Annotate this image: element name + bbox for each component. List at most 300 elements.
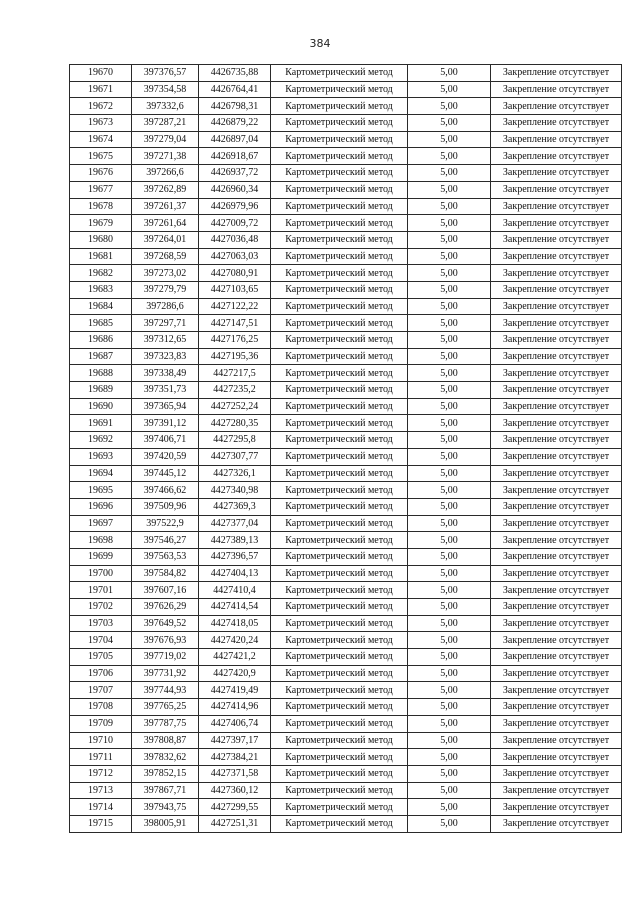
y-coordinate-cell: 4427420,9	[199, 665, 271, 682]
accuracy-cell: 5,00	[408, 198, 491, 215]
y-coordinate-cell: 4427420,24	[199, 632, 271, 649]
accuracy-cell: 5,00	[408, 815, 491, 832]
y-coordinate-cell: 4427377,04	[199, 515, 271, 532]
x-coordinate-cell: 397445,12	[132, 465, 199, 482]
x-coordinate-cell: 397297,71	[132, 315, 199, 332]
table-row	[70, 749, 622, 766]
table-row	[70, 198, 622, 215]
method-cell: Картометрический метод	[271, 498, 408, 515]
coordinates-table-body	[70, 65, 622, 833]
table-row	[70, 465, 622, 482]
x-coordinate-cell: 397832,62	[132, 749, 199, 766]
table-row	[70, 382, 622, 399]
fixing-description-cell: Закрепление отсутствует	[491, 131, 622, 148]
table-row	[70, 265, 622, 282]
point-number-cell: 19673	[70, 115, 132, 132]
accuracy-cell: 5,00	[408, 448, 491, 465]
point-number-cell: 19715	[70, 815, 132, 832]
accuracy-cell: 5,00	[408, 81, 491, 98]
fixing-description-cell: Закрепление отсутствует	[491, 699, 622, 716]
y-coordinate-cell: 4427235,2	[199, 382, 271, 399]
x-coordinate-cell: 397787,75	[132, 715, 199, 732]
point-number-cell: 19686	[70, 332, 132, 349]
accuracy-cell: 5,00	[408, 432, 491, 449]
method-cell: Картометрический метод	[271, 799, 408, 816]
x-coordinate-cell: 397268,59	[132, 248, 199, 265]
x-coordinate-cell: 397264,01	[132, 231, 199, 248]
fixing-description-cell: Закрепление отсутствует	[491, 715, 622, 732]
x-coordinate-cell: 397286,6	[132, 298, 199, 315]
table-row	[70, 732, 622, 749]
method-cell: Картометрический метод	[271, 265, 408, 282]
y-coordinate-cell: 4426897,04	[199, 131, 271, 148]
method-cell: Картометрический метод	[271, 699, 408, 716]
point-number-cell: 19707	[70, 682, 132, 699]
fixing-description-cell: Закрепление отсутствует	[491, 398, 622, 415]
fixing-description-cell: Закрепление отсутствует	[491, 315, 622, 332]
fixing-description-cell: Закрепление отсутствует	[491, 81, 622, 98]
method-cell: Картометрический метод	[271, 765, 408, 782]
accuracy-cell: 5,00	[408, 615, 491, 632]
fixing-description-cell: Закрепление отсутствует	[491, 148, 622, 165]
fixing-description-cell: Закрепление отсутствует	[491, 599, 622, 616]
x-coordinate-cell: 397376,57	[132, 65, 199, 82]
point-number-cell: 19689	[70, 382, 132, 399]
x-coordinate-cell: 397279,04	[132, 131, 199, 148]
point-number-cell: 19680	[70, 231, 132, 248]
accuracy-cell: 5,00	[408, 765, 491, 782]
fixing-description-cell: Закрепление отсутствует	[491, 332, 622, 349]
accuracy-cell: 5,00	[408, 699, 491, 716]
table-row	[70, 131, 622, 148]
x-coordinate-cell: 397266,6	[132, 165, 199, 182]
y-coordinate-cell: 4427103,65	[199, 281, 271, 298]
method-cell: Картометрический метод	[271, 281, 408, 298]
point-number-cell: 19678	[70, 198, 132, 215]
point-number-cell: 19702	[70, 599, 132, 616]
y-coordinate-cell: 4426879,22	[199, 115, 271, 132]
y-coordinate-cell: 4427217,5	[199, 365, 271, 382]
y-coordinate-cell: 4427295,8	[199, 432, 271, 449]
point-number-cell: 19701	[70, 582, 132, 599]
table-row	[70, 448, 622, 465]
x-coordinate-cell: 397261,64	[132, 215, 199, 232]
point-number-cell: 19714	[70, 799, 132, 816]
y-coordinate-cell: 4427384,21	[199, 749, 271, 766]
x-coordinate-cell: 397563,53	[132, 548, 199, 565]
point-number-cell: 19699	[70, 548, 132, 565]
method-cell: Картометрический метод	[271, 131, 408, 148]
method-cell: Картометрический метод	[271, 148, 408, 165]
accuracy-cell: 5,00	[408, 749, 491, 766]
table-row	[70, 148, 622, 165]
accuracy-cell: 5,00	[408, 181, 491, 198]
y-coordinate-cell: 4427414,54	[199, 599, 271, 616]
x-coordinate-cell: 397719,02	[132, 649, 199, 666]
accuracy-cell: 5,00	[408, 515, 491, 532]
accuracy-cell: 5,00	[408, 732, 491, 749]
y-coordinate-cell: 4427252,24	[199, 398, 271, 415]
point-number-cell: 19695	[70, 482, 132, 499]
method-cell: Картометрический метод	[271, 165, 408, 182]
point-number-cell: 19698	[70, 532, 132, 549]
y-coordinate-cell: 4427404,13	[199, 565, 271, 582]
fixing-description-cell: Закрепление отсутствует	[491, 582, 622, 599]
method-cell: Картометрический метод	[271, 181, 408, 198]
table-row	[70, 165, 622, 182]
y-coordinate-cell: 4427414,96	[199, 699, 271, 716]
fixing-description-cell: Закрепление отсутствует	[491, 165, 622, 182]
table-row	[70, 315, 622, 332]
table-row	[70, 649, 622, 666]
table-row	[70, 665, 622, 682]
method-cell: Картометрический метод	[271, 482, 408, 499]
x-coordinate-cell: 397867,71	[132, 782, 199, 799]
y-coordinate-cell: 4427063,03	[199, 248, 271, 265]
fixing-description-cell: Закрепление отсутствует	[491, 415, 622, 432]
method-cell: Картометрический метод	[271, 532, 408, 549]
table-row	[70, 582, 622, 599]
fixing-description-cell: Закрепление отсутствует	[491, 198, 622, 215]
x-coordinate-cell: 397391,12	[132, 415, 199, 432]
y-coordinate-cell: 4426735,88	[199, 65, 271, 82]
point-number-cell: 19684	[70, 298, 132, 315]
y-coordinate-cell: 4427421,2	[199, 649, 271, 666]
method-cell: Картометрический метод	[271, 81, 408, 98]
fixing-description-cell: Закрепление отсутствует	[491, 515, 622, 532]
x-coordinate-cell: 397406,71	[132, 432, 199, 449]
point-number-cell: 19705	[70, 649, 132, 666]
fixing-description-cell: Закрепление отсутствует	[491, 281, 622, 298]
table-row	[70, 398, 622, 415]
x-coordinate-cell: 397262,89	[132, 181, 199, 198]
table-row	[70, 332, 622, 349]
point-number-cell: 19674	[70, 131, 132, 148]
y-coordinate-cell: 4427195,36	[199, 348, 271, 365]
fixing-description-cell: Закрепление отсутствует	[491, 298, 622, 315]
accuracy-cell: 5,00	[408, 565, 491, 582]
accuracy-cell: 5,00	[408, 532, 491, 549]
accuracy-cell: 5,00	[408, 665, 491, 682]
x-coordinate-cell: 397312,65	[132, 332, 199, 349]
accuracy-cell: 5,00	[408, 65, 491, 82]
table-row	[70, 181, 622, 198]
method-cell: Картометрический метод	[271, 332, 408, 349]
x-coordinate-cell: 397338,49	[132, 365, 199, 382]
point-number-cell: 19713	[70, 782, 132, 799]
method-cell: Картометрический метод	[271, 715, 408, 732]
method-cell: Картометрический метод	[271, 65, 408, 82]
point-number-cell: 19704	[70, 632, 132, 649]
table-row	[70, 699, 622, 716]
x-coordinate-cell: 397943,75	[132, 799, 199, 816]
method-cell: Картометрический метод	[271, 365, 408, 382]
table-row	[70, 815, 622, 832]
table-row	[70, 498, 622, 515]
table-row	[70, 215, 622, 232]
method-cell: Картометрический метод	[271, 115, 408, 132]
table-row	[70, 65, 622, 82]
table-row	[70, 682, 622, 699]
x-coordinate-cell: 398005,91	[132, 815, 199, 832]
accuracy-cell: 5,00	[408, 715, 491, 732]
accuracy-cell: 5,00	[408, 281, 491, 298]
x-coordinate-cell: 397852,15	[132, 765, 199, 782]
point-number-cell: 19688	[70, 365, 132, 382]
fixing-description-cell: Закрепление отсутствует	[491, 532, 622, 549]
point-number-cell: 19676	[70, 165, 132, 182]
x-coordinate-cell: 397354,58	[132, 81, 199, 98]
fixing-description-cell: Закрепление отсутствует	[491, 115, 622, 132]
method-cell: Картометрический метод	[271, 782, 408, 799]
x-coordinate-cell: 397765,25	[132, 699, 199, 716]
fixing-description-cell: Закрепление отсутствует	[491, 448, 622, 465]
y-coordinate-cell: 4427326,1	[199, 465, 271, 482]
point-number-cell: 19685	[70, 315, 132, 332]
accuracy-cell: 5,00	[408, 632, 491, 649]
table-row	[70, 782, 622, 799]
table-row	[70, 281, 622, 298]
y-coordinate-cell: 4427280,35	[199, 415, 271, 432]
table-row	[70, 548, 622, 565]
table-row	[70, 231, 622, 248]
fixing-description-cell: Закрепление отсутствует	[491, 248, 622, 265]
x-coordinate-cell: 397323,83	[132, 348, 199, 365]
x-coordinate-cell: 397731,92	[132, 665, 199, 682]
point-number-cell: 19712	[70, 765, 132, 782]
y-coordinate-cell: 4427396,57	[199, 548, 271, 565]
y-coordinate-cell: 4426979,96	[199, 198, 271, 215]
table-row	[70, 115, 622, 132]
y-coordinate-cell: 4427299,55	[199, 799, 271, 816]
table-row	[70, 515, 622, 532]
accuracy-cell: 5,00	[408, 231, 491, 248]
accuracy-cell: 5,00	[408, 482, 491, 499]
accuracy-cell: 5,00	[408, 332, 491, 349]
point-number-cell: 19670	[70, 65, 132, 82]
method-cell: Картометрический метод	[271, 465, 408, 482]
accuracy-cell: 5,00	[408, 265, 491, 282]
method-cell: Картометрический метод	[271, 615, 408, 632]
accuracy-cell: 5,00	[408, 148, 491, 165]
fixing-description-cell: Закрепление отсутствует	[491, 799, 622, 816]
method-cell: Картометрический метод	[271, 515, 408, 532]
fixing-description-cell: Закрепление отсутствует	[491, 65, 622, 82]
method-cell: Картометрический метод	[271, 448, 408, 465]
y-coordinate-cell: 4427389,13	[199, 532, 271, 549]
x-coordinate-cell: 397261,37	[132, 198, 199, 215]
accuracy-cell: 5,00	[408, 548, 491, 565]
y-coordinate-cell: 4427307,77	[199, 448, 271, 465]
point-number-cell: 19708	[70, 699, 132, 716]
point-number-cell: 19691	[70, 415, 132, 432]
fixing-description-cell: Закрепление отсутствует	[491, 649, 622, 666]
table-row	[70, 248, 622, 265]
fixing-description-cell: Закрепление отсутствует	[491, 498, 622, 515]
x-coordinate-cell: 397365,94	[132, 398, 199, 415]
x-coordinate-cell: 397287,21	[132, 115, 199, 132]
method-cell: Картометрический метод	[271, 315, 408, 332]
x-coordinate-cell: 397351,73	[132, 382, 199, 399]
table-row	[70, 799, 622, 816]
method-cell: Картометрический метод	[271, 415, 408, 432]
point-number-cell: 19683	[70, 281, 132, 298]
y-coordinate-cell: 4426764,41	[199, 81, 271, 98]
x-coordinate-cell: 397273,02	[132, 265, 199, 282]
point-number-cell: 19682	[70, 265, 132, 282]
point-number-cell: 19677	[70, 181, 132, 198]
x-coordinate-cell: 397626,29	[132, 599, 199, 616]
y-coordinate-cell: 4427397,17	[199, 732, 271, 749]
point-number-cell: 19687	[70, 348, 132, 365]
x-coordinate-cell: 397466,62	[132, 482, 199, 499]
point-number-cell: 19703	[70, 615, 132, 632]
point-number-cell: 19693	[70, 448, 132, 465]
method-cell: Картометрический метод	[271, 231, 408, 248]
point-number-cell: 19694	[70, 465, 132, 482]
fixing-description-cell: Закрепление отсутствует	[491, 432, 622, 449]
x-coordinate-cell: 397279,79	[132, 281, 199, 298]
x-coordinate-cell: 397420,59	[132, 448, 199, 465]
accuracy-cell: 5,00	[408, 649, 491, 666]
fixing-description-cell: Закрепление отсутствует	[491, 548, 622, 565]
y-coordinate-cell: 4427419,49	[199, 682, 271, 699]
y-coordinate-cell: 4427147,51	[199, 315, 271, 332]
table-row	[70, 715, 622, 732]
y-coordinate-cell: 4427418,05	[199, 615, 271, 632]
fixing-description-cell: Закрепление отсутствует	[491, 665, 622, 682]
point-number-cell: 19690	[70, 398, 132, 415]
y-coordinate-cell: 4427122,22	[199, 298, 271, 315]
method-cell: Картометрический метод	[271, 815, 408, 832]
accuracy-cell: 5,00	[408, 365, 491, 382]
table-row	[70, 632, 622, 649]
accuracy-cell: 5,00	[408, 348, 491, 365]
table-row	[70, 615, 622, 632]
method-cell: Картометрический метод	[271, 749, 408, 766]
table-row	[70, 565, 622, 582]
method-cell: Картометрический метод	[271, 298, 408, 315]
y-coordinate-cell: 4426937,72	[199, 165, 271, 182]
fixing-description-cell: Закрепление отсутствует	[491, 365, 622, 382]
y-coordinate-cell: 4426798,31	[199, 98, 271, 115]
x-coordinate-cell: 397744,93	[132, 682, 199, 699]
table-row	[70, 432, 622, 449]
table-row	[70, 298, 622, 315]
fixing-description-cell: Закрепление отсутствует	[491, 382, 622, 399]
fixing-description-cell: Закрепление отсутствует	[491, 565, 622, 582]
y-coordinate-cell: 4427009,72	[199, 215, 271, 232]
table-row	[70, 98, 622, 115]
table-row	[70, 482, 622, 499]
method-cell: Картометрический метод	[271, 682, 408, 699]
y-coordinate-cell: 4427410,4	[199, 582, 271, 599]
accuracy-cell: 5,00	[408, 215, 491, 232]
point-number-cell: 19706	[70, 665, 132, 682]
point-number-cell: 19671	[70, 81, 132, 98]
fixing-description-cell: Закрепление отсутствует	[491, 815, 622, 832]
accuracy-cell: 5,00	[408, 465, 491, 482]
accuracy-cell: 5,00	[408, 248, 491, 265]
y-coordinate-cell: 4427251,31	[199, 815, 271, 832]
point-number-cell: 19696	[70, 498, 132, 515]
accuracy-cell: 5,00	[408, 382, 491, 399]
fixing-description-cell: Закрепление отсутствует	[491, 765, 622, 782]
accuracy-cell: 5,00	[408, 165, 491, 182]
y-coordinate-cell: 4427036,48	[199, 231, 271, 248]
x-coordinate-cell: 397271,38	[132, 148, 199, 165]
point-number-cell: 19672	[70, 98, 132, 115]
x-coordinate-cell: 397332,6	[132, 98, 199, 115]
method-cell: Картометрический метод	[271, 565, 408, 582]
table-row	[70, 415, 622, 432]
fixing-description-cell: Закрепление отсутствует	[491, 231, 622, 248]
x-coordinate-cell: 397607,16	[132, 582, 199, 599]
point-number-cell: 19681	[70, 248, 132, 265]
fixing-description-cell: Закрепление отсутствует	[491, 782, 622, 799]
method-cell: Картометрический метод	[271, 398, 408, 415]
point-number-cell: 19711	[70, 749, 132, 766]
x-coordinate-cell: 397584,82	[132, 565, 199, 582]
fixing-description-cell: Закрепление отсутствует	[491, 265, 622, 282]
accuracy-cell: 5,00	[408, 298, 491, 315]
fixing-description-cell: Закрепление отсутствует	[491, 732, 622, 749]
accuracy-cell: 5,00	[408, 498, 491, 515]
accuracy-cell: 5,00	[408, 315, 491, 332]
y-coordinate-cell: 4427360,12	[199, 782, 271, 799]
accuracy-cell: 5,00	[408, 782, 491, 799]
fixing-description-cell: Закрепление отсутствует	[491, 348, 622, 365]
y-coordinate-cell: 4427340,98	[199, 482, 271, 499]
fixing-description-cell: Закрепление отсутствует	[491, 98, 622, 115]
accuracy-cell: 5,00	[408, 415, 491, 432]
y-coordinate-cell: 4426918,67	[199, 148, 271, 165]
point-number-cell: 19700	[70, 565, 132, 582]
method-cell: Картометрический метод	[271, 665, 408, 682]
method-cell: Картометрический метод	[271, 98, 408, 115]
fixing-description-cell: Закрепление отсутствует	[491, 215, 622, 232]
table-row	[70, 81, 622, 98]
method-cell: Картометрический метод	[271, 632, 408, 649]
accuracy-cell: 5,00	[408, 599, 491, 616]
y-coordinate-cell: 4426960,34	[199, 181, 271, 198]
accuracy-cell: 5,00	[408, 131, 491, 148]
y-coordinate-cell: 4427406,74	[199, 715, 271, 732]
y-coordinate-cell: 4427080,91	[199, 265, 271, 282]
method-cell: Картометрический метод	[271, 732, 408, 749]
method-cell: Картометрический метод	[271, 198, 408, 215]
accuracy-cell: 5,00	[408, 799, 491, 816]
x-coordinate-cell: 397546,27	[132, 532, 199, 549]
x-coordinate-cell: 397649,52	[132, 615, 199, 632]
accuracy-cell: 5,00	[408, 682, 491, 699]
method-cell: Картометрический метод	[271, 548, 408, 565]
table-row	[70, 532, 622, 549]
point-number-cell: 19675	[70, 148, 132, 165]
method-cell: Картометрический метод	[271, 348, 408, 365]
x-coordinate-cell: 397509,96	[132, 498, 199, 515]
accuracy-cell: 5,00	[408, 582, 491, 599]
table-row	[70, 765, 622, 782]
accuracy-cell: 5,00	[408, 115, 491, 132]
fixing-description-cell: Закрепление отсутствует	[491, 682, 622, 699]
y-coordinate-cell: 4427176,25	[199, 332, 271, 349]
table-row	[70, 365, 622, 382]
method-cell: Картометрический метод	[271, 599, 408, 616]
point-number-cell: 19710	[70, 732, 132, 749]
fixing-description-cell: Закрепление отсутствует	[491, 181, 622, 198]
accuracy-cell: 5,00	[408, 98, 491, 115]
